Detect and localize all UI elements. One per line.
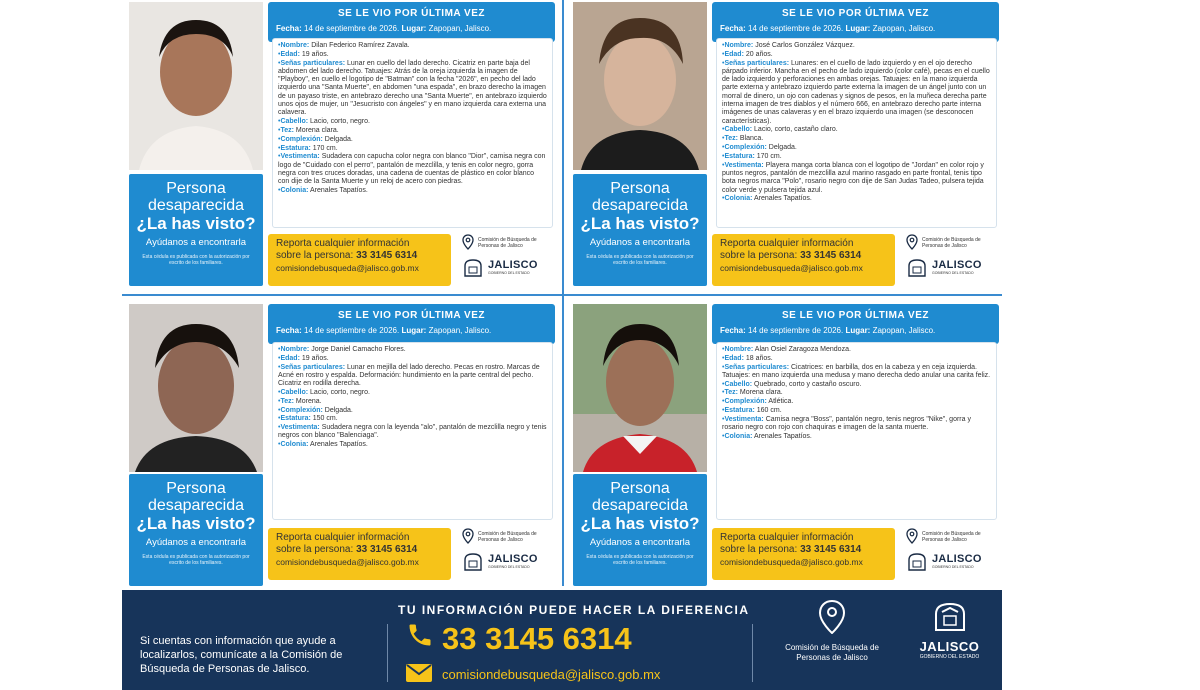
location-pin-icon [462, 528, 474, 546]
missing-banner [573, 474, 707, 586]
fecha-value: 14 de septiembre de 2026. [304, 326, 400, 335]
comision-logo [906, 234, 998, 252]
banner-question: ¿La has visto? [136, 214, 256, 233]
report-box[interactable] [712, 528, 895, 580]
cabello-value: Lacio, corto, castaño claro. [754, 126, 838, 134]
tez-value: Morena clara. [295, 126, 339, 134]
detail-colonia: •Colonia: Arenales Tapatíos. [278, 441, 368, 449]
fecha-value: 14 de septiembre de 2026. [748, 24, 844, 33]
detail-complexion: •Complexión: Delgada. [278, 406, 353, 414]
estatura-label: Estatura: [280, 144, 311, 152]
tez-label: Tez: [724, 135, 738, 143]
banner-help: Ayúdanos a encontrarla [145, 237, 247, 248]
detail-senas: •Señas particulares: Cicatrices: en barbilla, dos en la cabeza y en ceja izquierda. Tatuajes: en mano izquierda una medusa y mano derecha dedo anular una carita feliz. [722, 363, 991, 379]
footer-comision-text: Comisión de Búsqueda de Personas de Jalisco [785, 643, 879, 662]
comision-text: Comisión de Búsqueda de Personas de Jalisco [478, 237, 537, 249]
comision-text: Comisión de Búsqueda de Personas de Jalisco [922, 237, 981, 249]
tez-value: Morena. [295, 397, 322, 405]
cabello-label: Cabello: [280, 388, 309, 396]
last-seen-header [268, 2, 555, 42]
gobierno-text: GOBIERNO DEL ESTADO [488, 565, 530, 569]
envelope-icon [406, 664, 432, 685]
banner-persona: Persona [166, 480, 226, 497]
report-phone: 33 3145 6314 [800, 544, 862, 555]
horizontal-divider [122, 294, 1002, 296]
banner-question: ¿La has visto? [580, 514, 700, 533]
detail-cabello: •Cabello: Lacio, corto, castaño claro. [722, 126, 838, 134]
detail-cabello: •Cabello: Lacio, corto, negro. [278, 388, 370, 396]
person-details [716, 38, 997, 228]
edad-label: Edad: [724, 354, 744, 362]
banner-persona: Persona [166, 180, 226, 197]
report-phone: 33 3145 6314 [356, 250, 418, 261]
colonia-value: Arenales Tapatíos. [754, 195, 812, 203]
detail-edad: •Edad: 20 años. [722, 50, 773, 58]
missing-person-card-1 [122, 0, 558, 292]
banner-persona: Persona [610, 480, 670, 497]
jalisco-crest-icon [906, 258, 928, 280]
missing-person-card-3 [122, 302, 558, 594]
report-email: comisiondebusqueda@jalisco.gob.mx [276, 557, 419, 567]
nombre-value: José Carlos González Vázquez. [755, 42, 855, 49]
gobierno-text: GOBIERNO DEL ESTADO [488, 271, 530, 275]
person-photo [573, 304, 707, 472]
missing-banner [129, 474, 263, 586]
senas-value: Lunares: en el cuello de lado izquierdo y en el ojo derecho párpado inferior. Mancha en el pecho de lado izquierdo (color café), pecas en el cuello de lado izquierdo y perforaciones en ambas orejas. Tatuajes: en la mano izquierda parte externa y antebrazo izquierdo parte externa la imagen de un ángel junto con un morral de dinero, un ojo con cadenas y signos de pesos, en la muñeca derecha parte interna imagen de tres diablos y el número 666, en antebrazo derecho parte interna imágenes de unas calaveras y en el brazo izquierdo una imagen (se desconocen características). [722, 59, 990, 125]
report-line1: Reporta cualquier información [276, 238, 410, 249]
report-email: comisiondebusqueda@jalisco.gob.mx [720, 557, 863, 567]
complexion-value: Delgada. [324, 406, 353, 414]
phone-icon [406, 620, 434, 658]
detail-nombre: •Nombre: José Carlos González Vázquez. [722, 42, 855, 49]
vestimenta-value: Camisa negra "Boss", pantalón negro, tenis negros "Nike", gorra y rosario negro con rojo con chaquiras e imagen de la santa muerte. [722, 415, 971, 432]
footer-email[interactable] [406, 664, 660, 685]
cabello-value: Quebrado, corto y castaño oscuro. [754, 380, 862, 388]
banner-desaparecida: desaparecida [147, 197, 245, 214]
fecha-value: 14 de septiembre de 2026. [748, 326, 844, 335]
jalisco-text: JALISCO [932, 259, 982, 271]
footer-phone-number: 33 3145 6314 [442, 621, 632, 656]
detail-estatura: •Estatura: 160 cm. [722, 407, 782, 415]
report-email: comisiondebusqueda@jalisco.gob.mx [276, 263, 419, 273]
footer-instructions: Si cuentas con información que ayude a localizarlos, comunícate a la Comisión de Búsqueda de Personas de Jalisco. [140, 635, 343, 675]
nombre-label: Nombre: [724, 42, 754, 49]
jalisco-crest-icon [907, 600, 992, 639]
nombre-label: Nombre: [280, 346, 310, 353]
card-logos [462, 528, 554, 580]
jalisco-text: JALISCO [488, 259, 538, 271]
detail-vestimenta: •Vestimenta: Sudadera negra con la leyenda "alo", pantalón de mezclilla negro y tenis negros con blanco "Balenciaga". [278, 424, 547, 440]
missing-person-card-2 [566, 0, 1002, 292]
footer-email-address: comisiondebusqueda@jalisco.gob.mx [442, 667, 661, 682]
banner-desaparecida: desaparecida [591, 497, 689, 514]
cabello-label: Cabello: [280, 118, 309, 126]
report-email: comisiondebusqueda@jalisco.gob.mx [720, 263, 863, 273]
detail-complexion: •Complexión: Atlética. [722, 398, 794, 406]
footer-separator-2 [752, 624, 753, 682]
lugar-label: Lugar: [401, 24, 427, 33]
jalisco-logo [906, 552, 998, 574]
nombre-value: Jorge Daniel Camacho Flores. [311, 346, 406, 353]
banner-question: ¿La has visto? [136, 514, 256, 533]
detail-tez: •Tez: Blanca. [722, 135, 764, 143]
person-photo [129, 2, 263, 170]
detail-tez: •Tez: Morena. [278, 397, 322, 405]
tez-label: Tez: [280, 397, 294, 405]
last-seen-header [268, 304, 555, 344]
tez-label: Tez: [724, 389, 738, 397]
colonia-value: Arenales Tapatíos. [754, 432, 812, 440]
complexion-value: Delgada. [324, 135, 353, 143]
last-seen-details [720, 326, 991, 335]
detail-senas: •Señas particulares: Lunar en mejilla del lado derecho. Pecas en rostro. Marcas de Acné en rostro y espalda. Deformación: hundimiento en la parte central del pecho. Cicatriz en rodilla derecha. [278, 363, 540, 388]
complexion-label: Complexión: [280, 406, 323, 414]
report-prefix: sobre la persona: [276, 544, 354, 555]
tez-value: Morena clara. [739, 389, 783, 397]
nombre-label: Nombre: [280, 42, 310, 49]
last-seen-details [720, 24, 991, 33]
banner-desaparecida: desaparecida [147, 497, 245, 514]
senas-value: Cicatrices: en barbilla, dos en la cabeza y en ceja izquierda. Tatuajes: en mano izquierda una medusa y mano derecha dedo anular una carita feliz. [722, 363, 991, 379]
estatura-value: 170 cm. [312, 144, 338, 152]
detail-vestimenta: •Vestimenta: Playera manga corta blanca con el logotipo de "Jordan" en color rojo y puntos negros, pantalón de mezclilla azul marino rasgado en parte frontal, tenis tipo bota negros marca "Polo", rosario negro con dije de San Judas Tadeo, pulsera tejida color verde y pulsera tejida azul. [722, 161, 984, 194]
footer-title: TU INFORMACIÓN PUEDE HACER LA DIFERENCIA [398, 603, 750, 617]
location-pin-icon [906, 234, 918, 252]
vestimenta-value: Sudadera con capucha color negra con blanco "Dior", camisa negra con logo de "Cuidado con el perro", pantalón de mezclilla, y tenis en color negro, gorra negra con tres cruces doradas, una cadena de cuentas de plástico en color blanco con dije de la Santa Muerte y un reloj de acero con piedras. [278, 153, 546, 186]
cabello-label: Cabello: [724, 380, 753, 388]
report-box[interactable] [712, 234, 895, 286]
footer-gobierno-text: GOBIERNO DEL ESTADO [919, 654, 980, 660]
report-phone: 33 3145 6314 [800, 250, 862, 261]
detail-colonia: •Colonia: Arenales Tapatíos. [722, 432, 812, 440]
colonia-label: Colonia: [280, 441, 309, 449]
detail-nombre: •Nombre: Jorge Daniel Camacho Flores. [278, 346, 406, 353]
jalisco-logo [462, 258, 554, 280]
vertical-divider [562, 0, 564, 586]
detail-nombre: •Nombre: Alan Osiel Zaragoza Mendoza. [722, 346, 851, 353]
vestimenta-label: Vestimenta: [724, 415, 764, 423]
report-box[interactable] [268, 234, 451, 286]
person-details [272, 342, 553, 520]
last-seen-header [712, 304, 999, 344]
banner-note: Esta cédula es publicada con la autorización por escrito de los familiares. [142, 554, 250, 566]
tez-value: Blanca. [739, 135, 764, 143]
vestimenta-value: Sudadera negra con la leyenda "alo", pantalón de mezclilla negro y tenis negros con blanco "Balenciaga". [278, 424, 547, 440]
gobierno-text: GOBIERNO DEL ESTADO [932, 271, 974, 275]
fecha-label: Fecha: [720, 24, 746, 33]
banner-note: Esta cédula es publicada con la autorización por escrito de los familiares. [586, 554, 694, 566]
estatura-value: 170 cm. [756, 152, 782, 160]
report-line1: Reporta cualquier información [720, 238, 854, 249]
card-logos [906, 528, 998, 580]
lugar-label: Lugar: [845, 24, 871, 33]
banner-note: Esta cédula es publicada con la autorización por escrito de los familiares. [586, 254, 694, 266]
detail-estatura: •Estatura: 150 cm. [278, 415, 338, 423]
detail-complexion: •Complexión: Delgada. [278, 135, 353, 143]
report-line1: Reporta cualquier información [276, 532, 410, 543]
senas-label: Señas particulares: [280, 59, 346, 67]
report-box[interactable] [268, 528, 451, 580]
banner-desaparecida: desaparecida [591, 197, 689, 214]
complexion-label: Complexión: [724, 398, 767, 406]
detail-vestimenta: •Vestimenta: Camisa negra "Boss", pantalón negro, tenis negros "Nike", gorra y rosario negro con rojo con chaquiras e imagen de la santa muerte. [722, 415, 971, 432]
location-pin-icon [462, 234, 474, 252]
vestimenta-label: Vestimenta: [280, 424, 320, 432]
detail-estatura: •Estatura: 170 cm. [722, 152, 782, 160]
fecha-label: Fecha: [720, 326, 746, 335]
detail-tez: •Tez: Morena clara. [278, 126, 339, 134]
comision-logo [462, 234, 554, 252]
cabello-label: Cabello: [724, 126, 753, 134]
lugar-value: Zapopan, Jalisco. [428, 326, 492, 335]
detail-edad: •Edad: 18 años. [722, 354, 773, 362]
detail-vestimenta: •Vestimenta: Sudadera con capucha color negra con blanco "Dior", camisa negra con logo de "Cuidado con el perro", pantalón de mezclilla, y tenis en color negro, gorra negra con tres cruces doradas, una cadena de cuentas de plástico en color blanco con dije de la Santa Muerte y un reloj de acero con piedras. [278, 153, 546, 186]
jalisco-logo [906, 258, 998, 280]
fecha-label: Fecha: [276, 24, 302, 33]
colonia-label: Colonia: [724, 195, 753, 203]
complexion-label: Complexión: [724, 144, 767, 152]
banner-help: Ayúdanos a encontrarla [589, 537, 691, 548]
detail-cabello: •Cabello: Lacio, corto, negro. [278, 118, 370, 126]
report-line2 [720, 250, 887, 262]
detail-estatura: •Estatura: 170 cm. [278, 144, 338, 152]
detail-senas: •Señas particulares: Lunares: en el cuello de lado izquierdo y en el ojo derecho párpado inferior. Mancha en el pecho de lado izquierdo (color café), pecas en el cuello de lado izquierdo y perforaciones en ambas orejas. Tatuajes: en la mano izquierda parte externa y antebrazo izquierdo parte externa la imagen de un ángel junto con un morral de dinero, un ojo con cadenas y signos de pesos, en la muñeca derecha parte interna imagen de tres diablos y el número 666, en antebrazo derecho parte interna imágenes de unas calaveras y en el brazo izquierdo una imagen (se desconocen características). [722, 59, 990, 125]
comision-text: Comisión de Búsqueda de Personas de Jalisco [478, 531, 537, 543]
footer-separator [387, 624, 388, 682]
estatura-label: Estatura: [724, 407, 755, 415]
edad-label: Edad: [280, 50, 300, 58]
lugar-value: Zapopan, Jalisco. [872, 326, 936, 335]
jalisco-logo [462, 552, 554, 574]
fecha-value: 14 de septiembre de 2026. [304, 24, 400, 33]
complexion-label: Complexión: [280, 135, 323, 143]
footer-comision-logo [772, 600, 892, 663]
person-photo [129, 304, 263, 472]
colonia-label: Colonia: [724, 432, 753, 440]
edad-value: 18 años. [745, 354, 773, 362]
vestimenta-value: Playera manga corta blanca con el logotipo de "Jordan" en color rojo y puntos negros, pantalón de mezclilla azul marino rasgado en parte frontal, tenis tipo bota negros marca "Polo", rosario negro con dije de San Judas Tadeo, pulsera tejida color verde y pulsera tejida azul. [722, 161, 984, 194]
vestimenta-label: Vestimenta: [280, 153, 320, 161]
detail-tez: •Tez: Morena clara. [722, 389, 783, 397]
banner-help: Ayúdanos a encontrarla [589, 237, 691, 248]
banner-question: ¿La has visto? [580, 214, 700, 233]
report-prefix: sobre la persona: [276, 250, 354, 261]
senas-label: Señas particulares: [280, 363, 346, 371]
edad-value: 19 años. [301, 354, 329, 362]
colonia-value: Arenales Tapatíos. [310, 187, 368, 195]
last-seen-details [276, 326, 547, 335]
detail-complexion: •Complexión: Delgada. [722, 144, 797, 152]
report-prefix: sobre la persona: [720, 544, 798, 555]
edad-value: 19 años. [301, 50, 329, 58]
jalisco-text: JALISCO [488, 553, 538, 565]
missing-banner [129, 174, 263, 286]
lugar-label: Lugar: [401, 326, 427, 335]
nombre-label: Nombre: [724, 346, 754, 353]
gobierno-text: GOBIERNO DEL ESTADO [932, 565, 974, 569]
jalisco-text: JALISCO [932, 553, 982, 565]
detail-edad: •Edad: 19 años. [278, 354, 329, 362]
jalisco-crest-icon [462, 552, 484, 574]
edad-value: 20 años. [745, 50, 773, 58]
lugar-label: Lugar: [845, 326, 871, 335]
jalisco-crest-icon [906, 552, 928, 574]
vestimenta-label: Vestimenta: [724, 161, 764, 169]
last-seen-title: SE LE VIO POR ÚLTIMA VEZ [781, 8, 929, 19]
cabello-value: Lacio, corto, negro. [310, 118, 370, 126]
detail-senas: •Señas particulares: Lunar en cuello del lado derecho. Cicatriz en parte baja del abdomen del lado derecho. Tatuajes: Atrás de la oreja izquierda la imagen de "Playboy", en cuello el logotipo de "Batman" con la fecha "2026", en pecho del lado izquierdo una "Santa Muerte", en abdomen "una espada", en brazo derecho la imagen de un payaso triste, en antebrazo derecho una "Santa Muerte", en antebrazo izquierdo unos ojos de mujer, un "Jesucristo con ángeles" y en mano izquierda cara externa una calavera. [278, 59, 547, 117]
edad-label: Edad: [724, 50, 744, 58]
detail-cabello: •Cabello: Quebrado, corto y castaño oscuro. [722, 380, 862, 388]
person-photo [573, 2, 707, 170]
lugar-value: Zapopan, Jalisco. [428, 24, 492, 33]
missing-banner [573, 174, 707, 286]
banner-help: Ayúdanos a encontrarla [145, 537, 247, 548]
colonia-label: Colonia: [280, 187, 309, 195]
missing-person-card-4 [566, 302, 1002, 594]
report-line2 [276, 250, 443, 262]
report-line1: Reporta cualquier información [720, 532, 854, 543]
estatura-label: Estatura: [280, 415, 311, 423]
last-seen-details [276, 24, 547, 33]
colonia-value: Arenales Tapatíos. [310, 441, 368, 449]
nombre-value: Alan Osiel Zaragoza Mendoza. [754, 346, 851, 353]
last-seen-title: SE LE VIO POR ÚLTIMA VEZ [337, 310, 485, 321]
detail-nombre: •Nombre: Dilan Federico Ramírez Zavala. [278, 42, 410, 49]
estatura-value: 150 cm. [312, 415, 338, 423]
jalisco-crest-icon [462, 258, 484, 280]
tez-label: Tez: [280, 126, 294, 134]
person-details [716, 342, 997, 520]
banner-persona: Persona [610, 180, 670, 197]
person-details [272, 38, 553, 228]
footer-jalisco-logo [907, 600, 992, 660]
report-line2 [720, 544, 887, 556]
senas-label: Señas particulares: [724, 363, 790, 371]
comision-logo [462, 528, 554, 546]
card-logos [906, 234, 998, 286]
banner-note: Esta cédula es publicada con la autorización por escrito de los familiares. [142, 254, 250, 266]
footer-jalisco-text: JALISCO [919, 639, 980, 654]
location-pin-icon [772, 600, 892, 637]
report-phone: 33 3145 6314 [356, 544, 418, 555]
detail-edad: •Edad: 19 años. [278, 50, 329, 58]
cabello-value: Lacio, corto, negro. [310, 388, 370, 396]
comision-logo [906, 528, 998, 546]
detail-colonia: •Colonia: Arenales Tapatíos. [278, 187, 368, 195]
footer-banner [122, 590, 1002, 690]
complexion-value: Atlética. [768, 398, 794, 406]
location-pin-icon [906, 528, 918, 546]
estatura-value: 160 cm. [756, 407, 782, 415]
lugar-value: Zapopan, Jalisco. [872, 24, 936, 33]
report-line2 [276, 544, 443, 556]
complexion-value: Delgada. [768, 144, 797, 152]
last-seen-title: SE LE VIO POR ÚLTIMA VEZ [781, 310, 929, 321]
fecha-label: Fecha: [276, 326, 302, 335]
last-seen-header [712, 2, 999, 42]
card-logos [462, 234, 554, 286]
last-seen-title: SE LE VIO POR ÚLTIMA VEZ [337, 8, 485, 19]
senas-value: Lunar en mejilla del lado derecho. Pecas en rostro. Marcas de Acné en rostro y espalda. Deformación: hundimiento en la parte central del pecho. Cicatriz en rodilla derecha. [278, 363, 540, 388]
edad-label: Edad: [280, 354, 300, 362]
estatura-label: Estatura: [724, 152, 755, 160]
missing-persons-poster [122, 0, 1002, 690]
senas-value: Lunar en cuello del lado derecho. Cicatriz en parte baja del abdomen del lado derecho. Tatuajes: Atrás de la oreja izquierda la imagen de "Playboy", en cuello el logotipo de "Batman" con la fecha "2026", en pecho del lado izquierdo una "Santa Muerte", en abdomen "una espada", en brazo derecho la imagen de un payaso triste, en antebrazo derecho una "Santa Muerte", en antebrazo izquierdo unos ojos de mujer, un "Jesucristo con ángeles" y en mano izquierda cara externa una calavera. [278, 59, 547, 117]
comision-text: Comisión de Búsqueda de Personas de Jalisco [922, 531, 981, 543]
detail-colonia: •Colonia: Arenales Tapatíos. [722, 195, 812, 203]
footer-phone[interactable] [406, 620, 632, 658]
nombre-value: Dilan Federico Ramírez Zavala. [311, 42, 410, 49]
report-prefix: sobre la persona: [720, 250, 798, 261]
senas-label: Señas particulares: [724, 59, 790, 67]
